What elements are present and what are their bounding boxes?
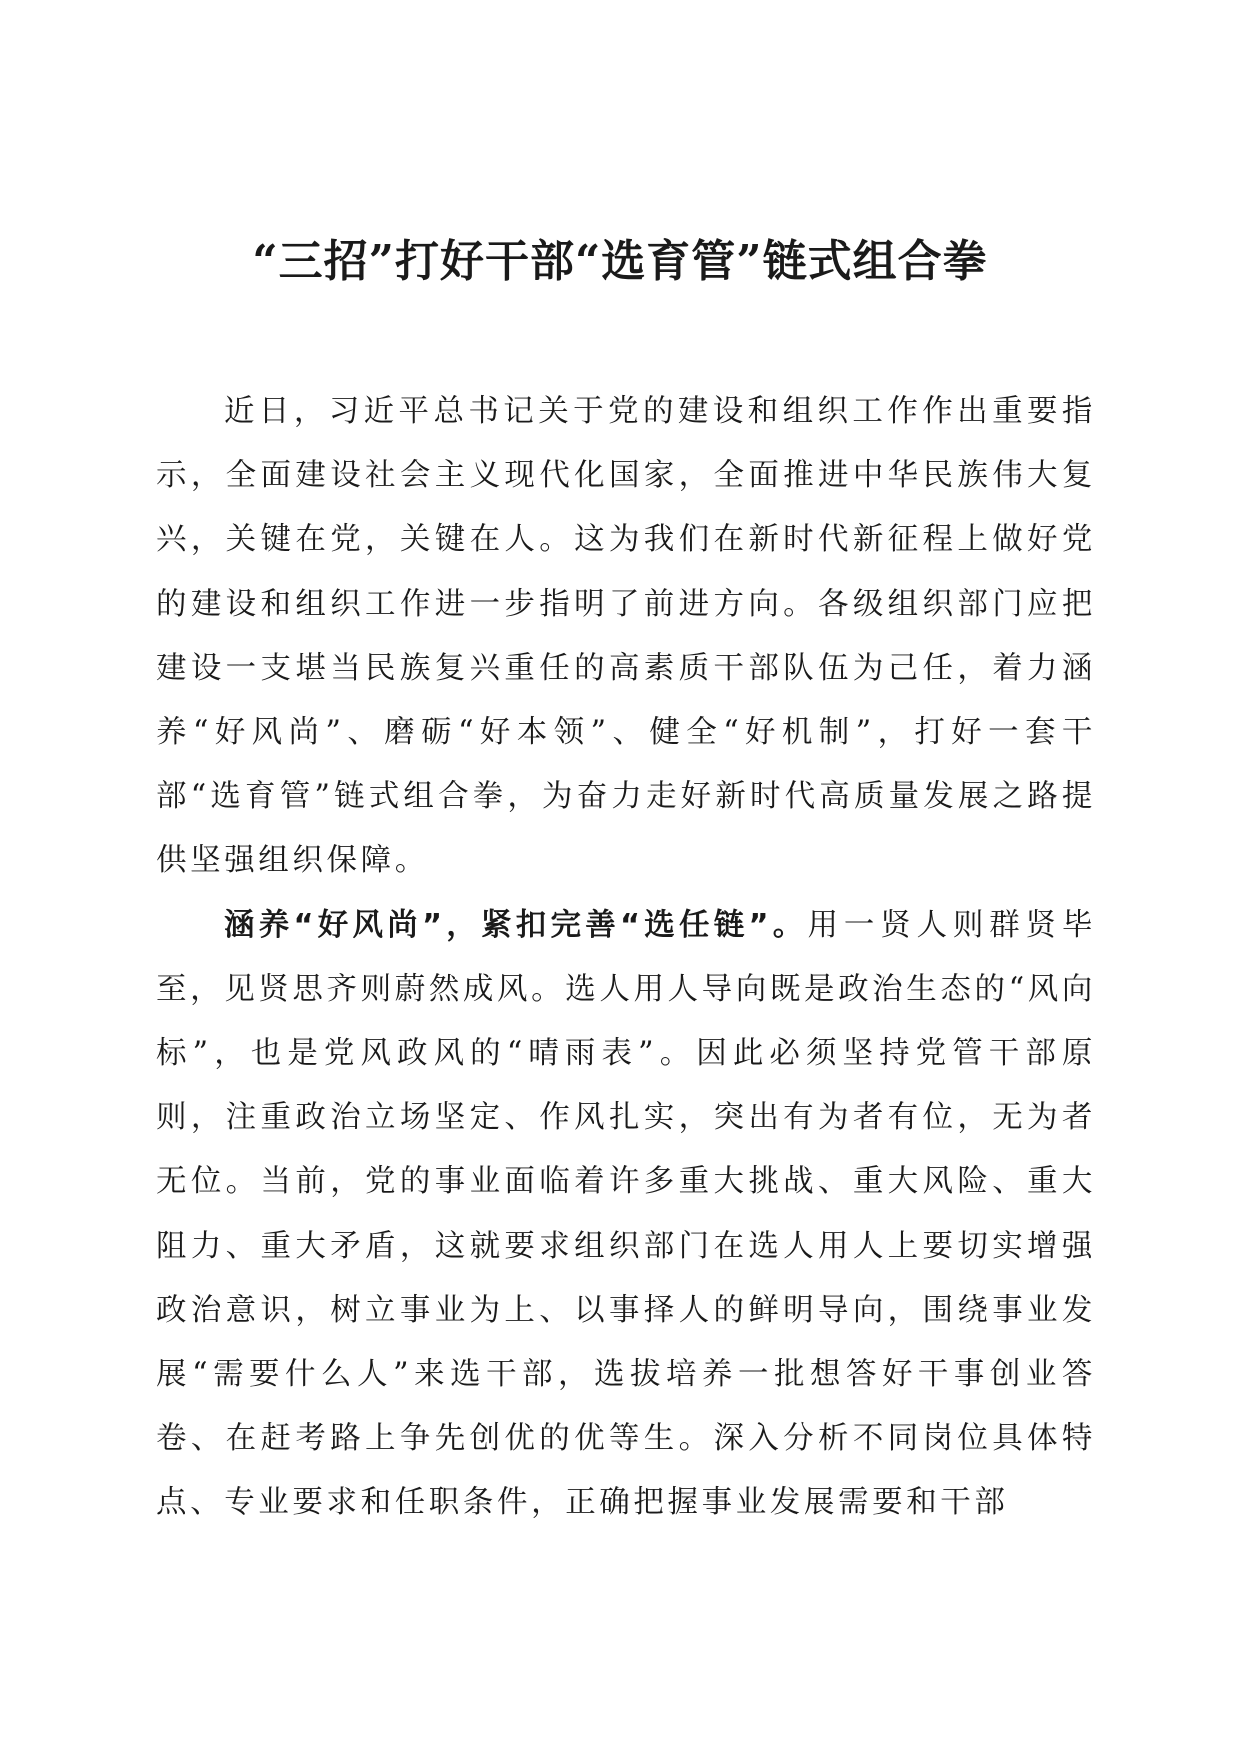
document-title: “三招”打好干部“选育管”链式组合拳 <box>252 236 988 287</box>
section-one-heading: 涵养“好风尚”，紧扣完善“选任链”。 <box>224 907 808 943</box>
document-body <box>156 380 1096 1536</box>
paragraph-intro <box>156 380 1096 894</box>
paragraph-section-one <box>156 894 1096 1536</box>
section-one-text: 用一贤人则群贤毕至，见贤思齐则蔚然成风。选人用人导向既是政治生态的“风向标”，也是党风政风的“晴雨表”。因此必须坚持党管干部原则，注重政治立场坚定、作风扎实，突出有为者有位，无为者无位。当前，党的事业面临着许多重大挑战、重大风险、重大阻力、重大矛盾，这就要求组织部门在选人用人上要切实增强政治意识，树立事业为上、以事择人的鲜明导向，围绕事业发展“需要什么人”来选干部，选拔培养一批想答好干事创业答卷、在赶考路上争先创优的优等生。深入分析不同岗位具体特点、专业要求和任职条件，正确把握事业发展需要和干部 <box>156 907 1096 1521</box>
paragraph-intro-text: 近日，习近平总书记关于党的建设和组织工作作出重要指示，全面建设社会主义现代化国家，全面推进中华民族伟大复兴，关键在党，关键在人。这为我们在新时代新征程上做好党的建设和组织工作进一步指明了前进方向。各级组织部门应把建设一支堪当民族复兴重任的高素质干部队伍为己任，着力涵养“好风尚”、磨砺“好本领”、健全“好机制”，打好一套干部“选育管”链式组合拳，为奋力走好新时代高质量发展之路提供坚强组织保障。 <box>156 394 1096 879</box>
